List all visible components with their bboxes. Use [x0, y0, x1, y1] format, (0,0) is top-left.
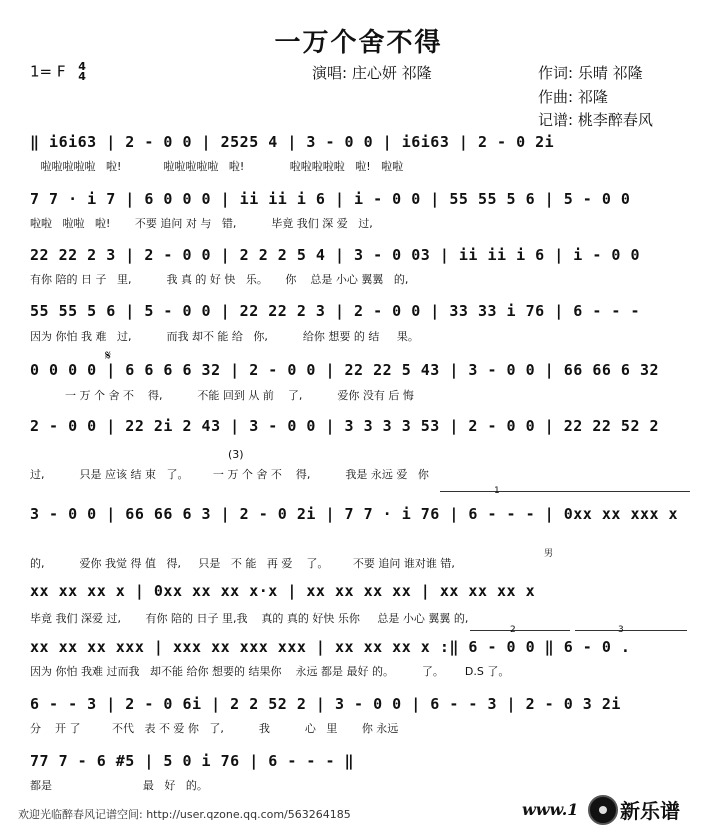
lyric-row: 有你 陪的 日 子 里, 我 真 的 好 快 乐。 你 总是 小心 翼翼 的, — [30, 273, 409, 286]
side-note: (3) — [228, 448, 244, 461]
meter-top: 4 — [78, 60, 86, 73]
brand-logo: 新乐谱 — [620, 799, 680, 823]
notation-row: 6 - - 3 | 2 - 0 6i | 2 2 52 2 | 3 - 0 0 | 6 - - 3 | 2 - 0 3 2i — [30, 695, 621, 713]
lyricist: 作词: 乐晴 祁隆 — [538, 64, 643, 82]
volta-number-3: 3 — [618, 625, 624, 635]
volta-bracket-3 — [575, 630, 687, 631]
volta-bracket-2 — [470, 630, 570, 631]
lyric-row: 都是 最 好 的。 — [30, 779, 208, 792]
notation-row: xx xx xx xxx | xxx xx xxx xxx | xx xx xx x :‖ 6 - 0 0 ‖ 6 - 0 . — [30, 638, 631, 656]
song-title: 一万个舍不得 — [274, 28, 443, 58]
composer: 作曲: 祁隆 — [538, 88, 608, 106]
brand-url: www.1 — [522, 800, 579, 819]
lyric-row: 因为 你怕 我 难 过, 而我 却不 能 给 你, 给你 想要 的 结 果。 — [30, 330, 419, 343]
gender-mark: 男 — [544, 549, 554, 559]
time-signature — [78, 62, 86, 82]
notation-row: 0 0 0 0 | 6 6 6 6 32 | 2 - 0 0 | 22 22 5 43 | 3 - 0 0 | 66 66 6 32 — [30, 361, 660, 379]
volta-number-2: 2 — [510, 625, 516, 635]
notation-row: 7 7 · i 7 | 6 0 0 0 | ii ii i 6 | i - 0 0 | 55 55 5 6 | 5 - 0 0 — [30, 190, 631, 208]
notation-row: xx xx xx x | 0xx xx xx x·x | xx xx xx xx | xx xx xx x — [30, 582, 536, 600]
lyric-row: 的, 爱你 我觉 得 值 得, 只是 不 能 再 爱 了。 不要 追问 谁对谁 错, — [30, 557, 455, 570]
notation-row: 77 7 - 6 #5 | 5 0 i 76 | 6 - - - ‖ — [30, 752, 355, 770]
lyric-row: 分 开 了 不代 表 不 爱 你 了, 我 心 里 你 永远 — [30, 722, 399, 735]
lyric-row: 啦啦 啦啦 啦! 不要 追问 对 与 错, 毕竟 我们 深 爱 过, — [30, 217, 373, 230]
notation-row: 2 - 0 0 | 22 2i 2 43 | 3 - 0 0 | 3 3 3 3 53 | 2 - 0 0 | 22 22 52 2 — [30, 417, 660, 435]
volta-bracket-1 — [440, 491, 690, 492]
notation-row: 22 22 2 3 | 2 - 0 0 | 2 2 2 5 4 | 3 - 0 03 | ii ii i 6 | i - 0 0 — [30, 246, 640, 264]
lyric-row: 因为 你怕 我难 过而我 却不能 给你 想要的 结果你 永远 都是 最好 的。 了。 D.S 了。 — [30, 665, 510, 678]
lyric-row: 一 万 个 舍 不 得, 不能 回到 从 前 了, 爱你 没有 后 悔 — [30, 389, 414, 402]
lyric-row: 毕竟 我们 深爱 过, 有你 陪的 日子 里,我 真的 真的 好快 乐你 总是 小心 翼翼 的, — [30, 612, 469, 625]
notation-row: ‖ i6i63 | 2 - 0 0 | 2525 4 | 3 - 0 0 | i6i63 | 2 - 0 2i — [30, 133, 555, 151]
key-signature — [30, 62, 86, 82]
singers: 演唱: 庄心妍 祁隆 — [312, 64, 432, 82]
record-disc-icon — [588, 795, 618, 825]
notation-row: 3 - 0 0 | 66 66 6 3 | 2 - 0 2i | 7 7 · i 76 | 6 - - - | 0xx xx xxx x — [30, 505, 679, 523]
notation-row: 55 55 5 6 | 5 - 0 0 | 22 22 2 3 | 2 - 0 0 | 33 33 i 76 | 6 - - - — [30, 302, 640, 320]
volta-number-1: 1 — [494, 486, 500, 496]
key-label: 1= F — [30, 62, 66, 81]
lyric-row: 啦啦啦啦啦 啦! 啦啦啦啦啦 啦! 啦啦啦啦啦 啦! 啦啦 — [30, 160, 404, 173]
transcriber: 记谱: 桃李醉春风 — [538, 111, 653, 129]
segno-icon: 𝄋 — [105, 348, 112, 364]
meter-bottom: 4 — [78, 70, 86, 83]
footer-credit: 欢迎光临醉春风记谱空间: http://user.qzone.qq.com/563264185 — [18, 808, 351, 821]
lyric-row: 过, 只是 应该 结 束 了。 一 万 个 舍 不 得, 我是 永远 爱 你 — [30, 468, 429, 481]
